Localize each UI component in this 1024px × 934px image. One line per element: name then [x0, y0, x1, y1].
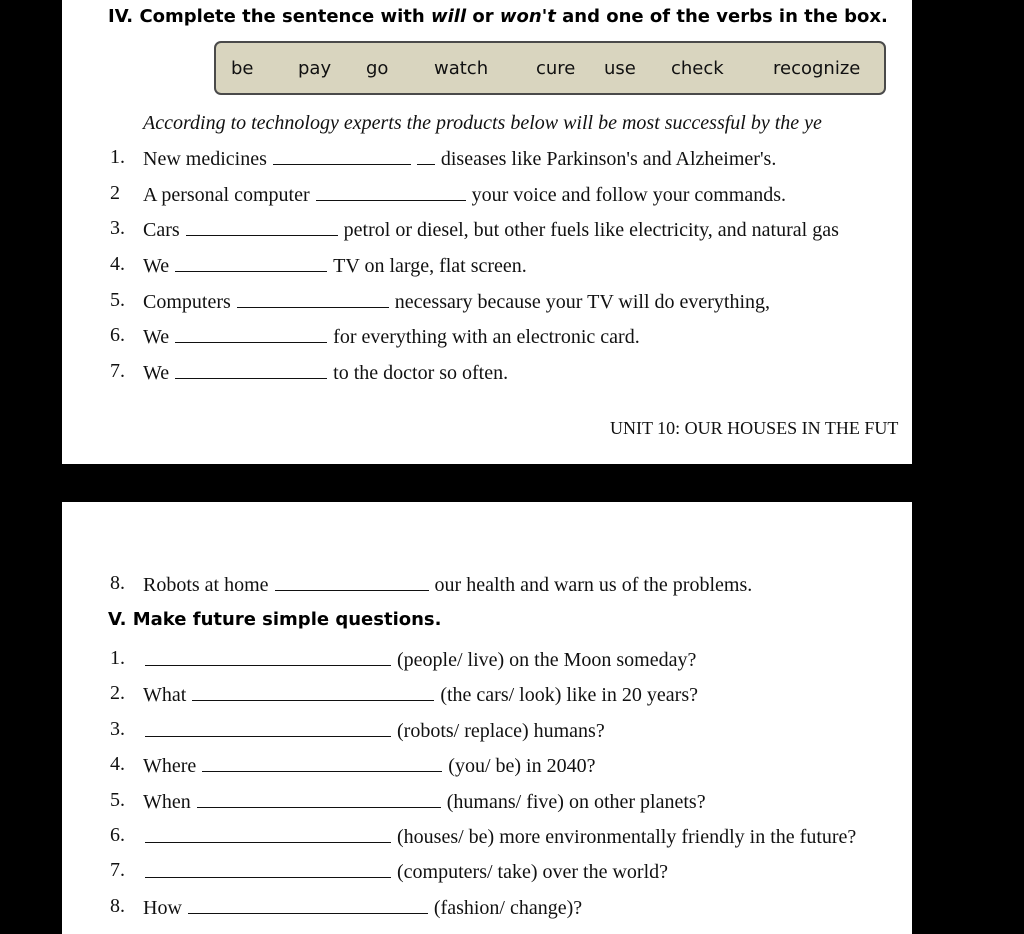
item-rest: our health and warn us of the problems. — [434, 574, 753, 596]
item-number: 1. — [110, 146, 125, 168]
answer-blank[interactable] — [202, 753, 442, 772]
answer-blank[interactable] — [175, 324, 327, 343]
item-rest: petrol or diesel, but other fuels like electricity, and natural gas — [343, 219, 839, 241]
section-iv-heading — [108, 6, 888, 27]
list-item — [143, 217, 839, 242]
verb-recognize: recognize — [773, 58, 861, 79]
answer-blank[interactable] — [192, 682, 434, 701]
item-rest: (you/ be) in 2040? — [448, 755, 596, 777]
item-number: 5. — [110, 289, 125, 311]
item-lead: When — [143, 791, 191, 813]
section-iv-roman: IV. — [108, 6, 134, 27]
item-rest: TV on large, flat screen. — [333, 255, 527, 277]
item-lead: We — [143, 362, 170, 384]
answer-blank[interactable] — [316, 182, 466, 201]
item-rest: (humans/ five) on other planets? — [446, 791, 706, 813]
worksheet-page-bottom — [62, 502, 912, 934]
answer-blank[interactable] — [145, 824, 391, 843]
answer-blank[interactable] — [186, 217, 338, 236]
list-item — [143, 324, 640, 349]
heading-part: and one of the verbs in the box. — [555, 6, 888, 27]
answer-blank[interactable] — [175, 253, 327, 272]
answer-blank[interactable] — [273, 146, 411, 165]
list-item — [143, 682, 698, 707]
verb-pay: pay — [298, 58, 332, 79]
heading-wont: won't — [499, 6, 556, 27]
item-number: 8. — [110, 895, 125, 917]
answer-blank[interactable] — [237, 289, 389, 308]
list-item — [143, 360, 508, 385]
item-rest: necessary because your TV will do everything, — [394, 291, 771, 313]
verb-box — [214, 41, 886, 95]
heading-part: Complete the sentence with — [139, 6, 431, 27]
item-lead: A personal computer — [143, 184, 310, 206]
list-item — [145, 647, 696, 672]
item-number: 7. — [110, 859, 125, 881]
item-rest: (people/ live) on the Moon someday? — [397, 649, 697, 671]
item-rest: (fashion/ change)? — [433, 897, 583, 919]
item-lead: Where — [143, 755, 197, 777]
item-lead: Computers — [143, 291, 231, 313]
item-number: 3. — [110, 217, 125, 239]
item-rest: (computers/ take) over the world? — [397, 861, 669, 883]
answer-blank[interactable] — [145, 718, 391, 737]
unit-footer: UNIT 10: OUR HOUSES IN THE FUT — [610, 418, 899, 438]
item-number: 2. — [110, 682, 125, 704]
item-number: 8. — [110, 572, 125, 594]
verb-watch: watch — [434, 58, 489, 79]
verb-use: use — [604, 58, 636, 79]
list-item — [143, 253, 527, 278]
item-rest: to the doctor so often. — [333, 362, 509, 384]
heading-part: or — [466, 6, 500, 27]
list-item — [145, 824, 856, 849]
item-rest: (houses/ be) more environmentally friendly in the future? — [397, 826, 857, 848]
item-rest: diseases like Parkinson's and Alzheimer's. — [440, 148, 777, 170]
item-lead: We — [143, 326, 170, 348]
answer-blank[interactable] — [275, 572, 429, 591]
item-lead: How — [143, 897, 182, 919]
answer-blank[interactable] — [145, 647, 391, 666]
verb-go: go — [366, 58, 389, 79]
answer-blank[interactable] — [175, 360, 327, 379]
answer-blank[interactable] — [145, 859, 391, 878]
list-item — [143, 895, 582, 920]
item-number: 6. — [110, 324, 125, 346]
list-item — [143, 182, 786, 207]
answer-blank[interactable] — [197, 789, 441, 808]
list-item — [143, 789, 706, 814]
item-number: 4. — [110, 753, 125, 775]
answer-blank-extension — [417, 146, 435, 165]
section-v-heading — [108, 609, 441, 630]
section-v-title: Make future simple questions. — [132, 609, 442, 630]
item-number: 7. — [110, 360, 125, 382]
item-lead: Cars — [143, 219, 180, 241]
verb-be: be — [231, 58, 254, 79]
section-v-roman: V. — [108, 609, 127, 630]
item-number: 4. — [110, 253, 125, 275]
item-number: 5. — [110, 789, 125, 811]
item-rest: for everything with an electronic card. — [333, 326, 640, 348]
item-number: 3. — [110, 718, 125, 740]
item-lead: What — [143, 684, 187, 706]
item-number: 1. — [110, 647, 125, 669]
item-number: 2 — [110, 182, 120, 204]
intro-text: According to technology experts the products below will be most successful by the ye — [143, 112, 822, 134]
item-lead: Robots at home — [143, 574, 269, 596]
list-item — [145, 859, 668, 884]
worksheet-page-top — [62, 0, 912, 464]
list-item — [143, 289, 770, 314]
item-rest: your voice and follow your commands. — [471, 184, 786, 206]
verb-check: check — [671, 58, 724, 79]
item-rest: (the cars/ look) like in 20 years? — [440, 684, 698, 706]
answer-blank[interactable] — [188, 895, 428, 914]
verb-cure: cure — [536, 58, 576, 79]
item-lead: New medicines — [143, 148, 267, 170]
list-item — [143, 146, 776, 171]
list-item — [143, 572, 752, 597]
item-rest: (robots/ replace) humans? — [397, 720, 605, 742]
item-lead: We — [143, 255, 170, 277]
list-item — [143, 753, 595, 778]
list-item — [145, 718, 605, 743]
item-number: 6. — [110, 824, 125, 846]
heading-will: will — [431, 6, 467, 27]
